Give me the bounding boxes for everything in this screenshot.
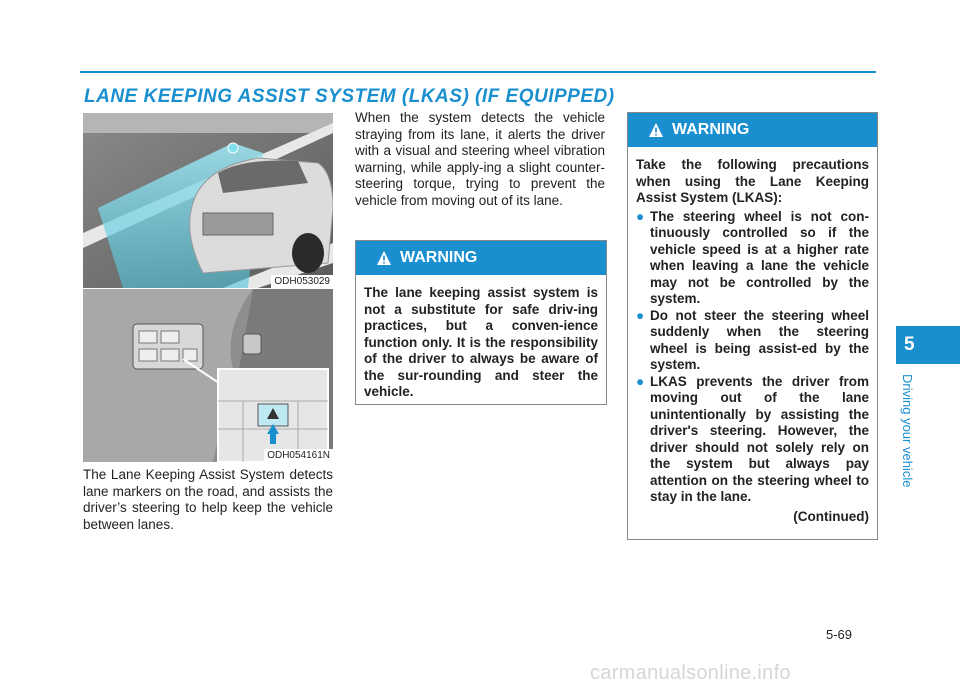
page-number: 5-69 (826, 627, 853, 642)
warning-content (628, 147, 877, 533)
lkas-switch-illustration (83, 289, 333, 462)
chapter-label (895, 374, 915, 504)
warning-text: The lane keeping assist system is not a substitute for safe driv-ing practices, but a conven-ience function only. It is the responsibility of the driver to always be aware of the sur-rounding and steer the vehicle. (364, 285, 598, 399)
warning-triangle-icon (648, 122, 664, 138)
top-rule (80, 71, 876, 73)
precaution-list (636, 209, 869, 506)
warning-header (628, 113, 877, 147)
lkas-alert-description: When the system detects the vehicle straying from its lane, it alerts the driver with a visual and steering wheel vibration warning, while apply-ing a slight counter-steering torque, trying to prevent the vehicle from moving out of its lane. (355, 110, 605, 208)
watermark: carmanualsonline.info (590, 662, 791, 684)
warning-header (356, 241, 606, 275)
list-item-text: LKAS prevents the driver from moving out of the lane unintentionally by assisting the driver's steering. However, the driver should not solely rely on the system but always pay attention on the steering wheel to stay in the lane. (650, 373, 869, 504)
image-code: ODH053029 (271, 275, 333, 288)
section-title: LANE KEEPING ASSIST SYSTEM (LKAS) (IF EQUIPPED) (84, 86, 615, 107)
chapter-title: Driving your vehicle (900, 374, 915, 488)
list-item-text: Do not steer the steering wheel suddenly when the steering wheel is being assist-ed by the system. (650, 307, 869, 372)
lkas-car-illustration (83, 113, 333, 288)
warning-title: WARNING (400, 249, 478, 266)
continued-label: (Continued) (793, 508, 869, 524)
list-item (636, 374, 869, 506)
warning-triangle-icon (376, 250, 392, 266)
list-item (636, 209, 869, 308)
bullet-icon: ● (636, 208, 645, 224)
warning-intro: Take the following precautions when using the Lane Keeping Assist System (LKAS): (636, 157, 869, 205)
warning-title: WARNING (672, 121, 750, 138)
bullet-icon: ● (636, 373, 645, 389)
list-item-text: The steering wheel is not con-tinuously controlled so if the vehicle speed is at a higher rate when leaving a lane the vehicle may not be controlled by the system. (650, 208, 869, 306)
chapter-number-tab: 5 (896, 326, 960, 364)
lkas-description: The Lane Keeping Assist System detects lane markers on the road, and assists the driver’s steering to help keep the vehicle between lanes. (83, 467, 333, 532)
warning-box (355, 240, 607, 405)
list-item (636, 308, 869, 374)
warning-box-precautions (627, 112, 878, 540)
image-code: ODH054161N (264, 449, 333, 462)
bullet-icon: ● (636, 307, 645, 323)
car-lane-image (83, 113, 333, 288)
switch-panel-image (83, 289, 333, 462)
